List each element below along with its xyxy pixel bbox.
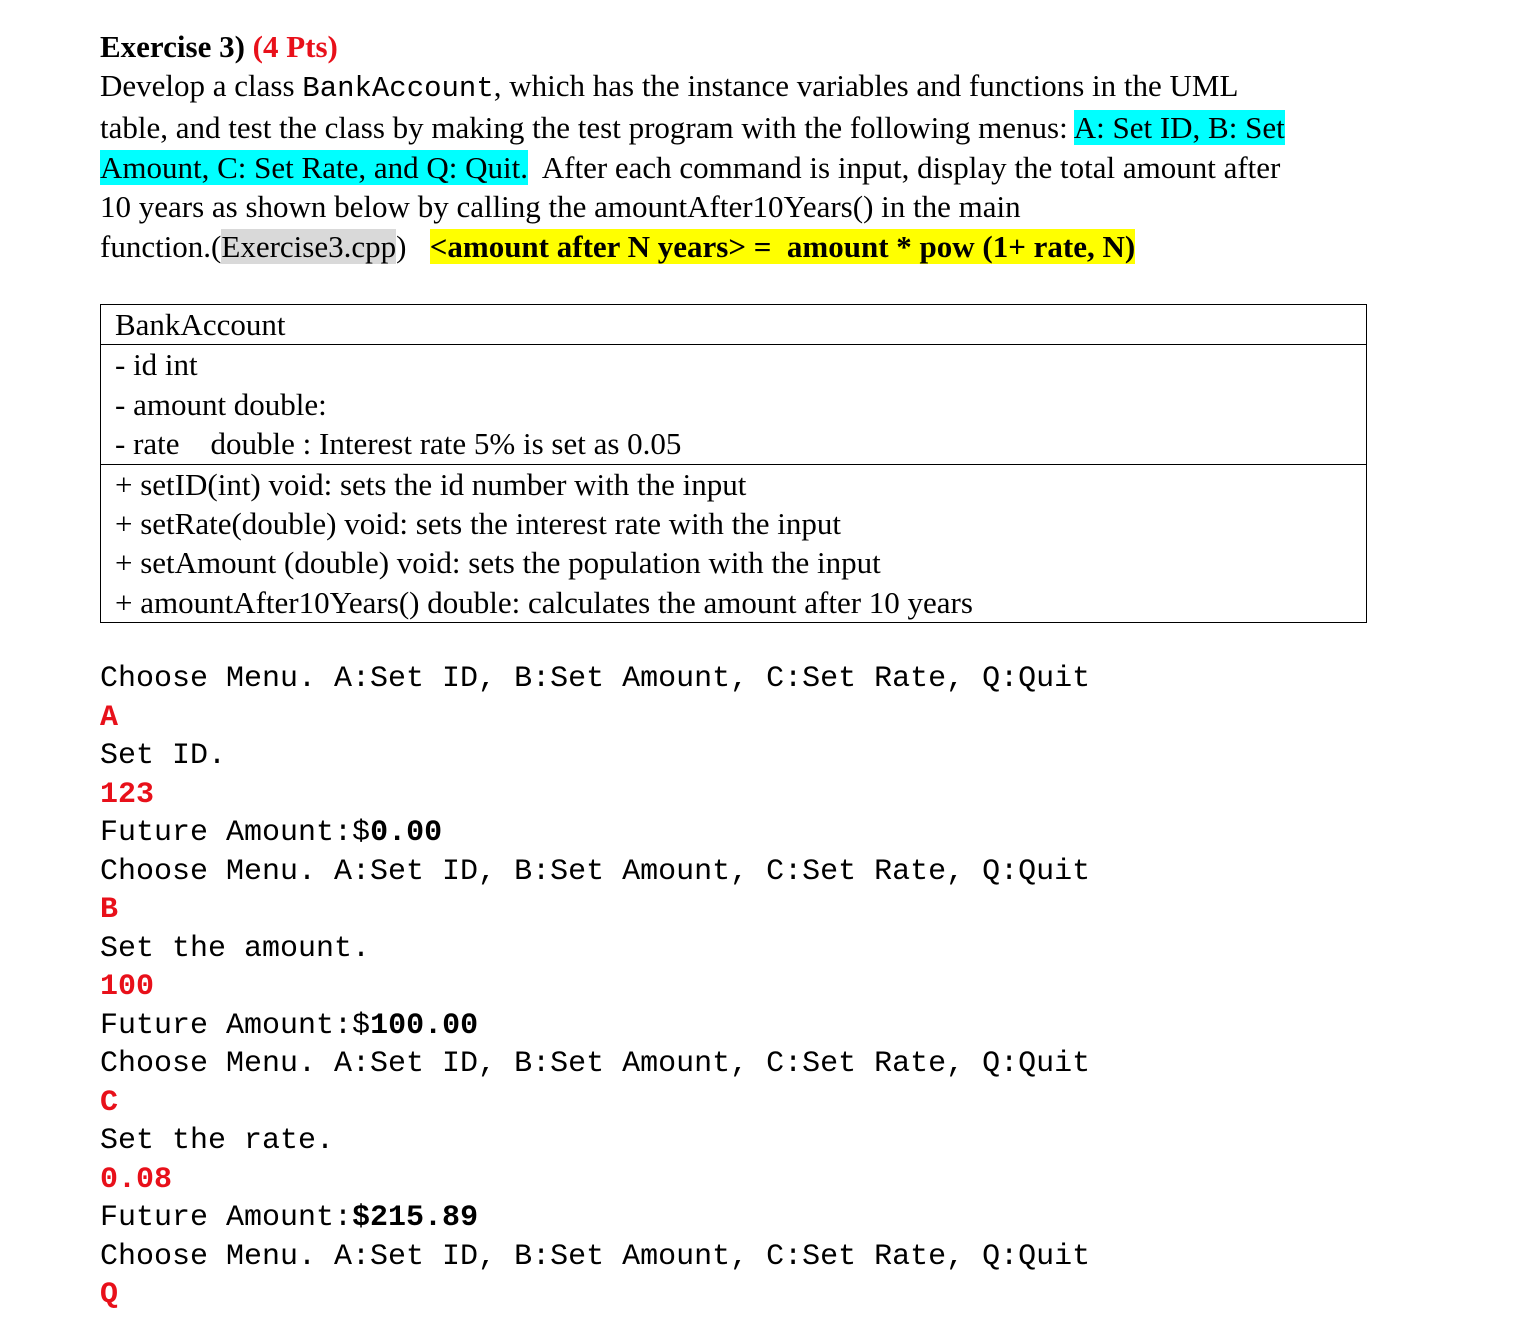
future-label: Future Amount: bbox=[100, 816, 353, 850]
console-prompt: Set the rate. bbox=[100, 1124, 335, 1158]
uml-table bbox=[100, 304, 1367, 623]
console-output bbox=[100, 660, 1420, 1315]
uml-class-name-text: BankAccount bbox=[115, 307, 286, 342]
uml-class-name bbox=[101, 305, 1367, 345]
console-future-amount bbox=[100, 1007, 1420, 1046]
console-input: 123 bbox=[100, 777, 155, 812]
formula-highlight: <amount after N years> = amount * pow (1+ rate, N) bbox=[429, 228, 1136, 264]
console-menu-line: Choose Menu. A:Set ID, B:Set Amount, C:Set Rate, Q:Quit bbox=[100, 854, 1091, 889]
console-menu-line: Choose Menu. A:Set ID, B:Set Amount, C:Set Rate, Q:Quit bbox=[100, 1239, 1091, 1274]
class-name-code: BankAccount bbox=[302, 72, 494, 105]
console-input: B bbox=[100, 893, 119, 927]
uml-method: + setID(int) void: sets the id number with the input bbox=[115, 466, 747, 502]
desc-text: Develop a class bbox=[100, 68, 303, 103]
exercise-points: (4 Pts) bbox=[252, 29, 338, 64]
uml-method: + setRate(double) void: sets the interest rate with the input bbox=[115, 506, 842, 542]
console-menu-line: Choose Menu. A:Set ID, B:Set Amount, C:Set Rate, Q:Quit bbox=[100, 1047, 1091, 1081]
uml-attribute: - id int bbox=[115, 347, 198, 383]
future-value: 100.00 bbox=[370, 1008, 479, 1043]
exercise-heading bbox=[100, 28, 1420, 66]
future-label: Future Amount: bbox=[100, 1201, 353, 1235]
desc-text: table, and test the class by making the test program with the following menus: bbox=[100, 110, 1074, 146]
uml-method: + setAmount (double) void: sets the population with the input bbox=[115, 545, 881, 581]
console-prompt: Set the amount. bbox=[100, 931, 371, 966]
console-input: Q bbox=[100, 1278, 119, 1312]
future-value: $215.89 bbox=[352, 1201, 479, 1235]
future-label: Future Amount: bbox=[100, 1008, 353, 1043]
console-input: 0.08 bbox=[100, 1162, 173, 1197]
menu-highlight: Amount, C: Set Rate, and Q: Quit. bbox=[100, 149, 528, 185]
desc-text: ) bbox=[396, 228, 430, 264]
dollar-sign: $ bbox=[352, 1008, 371, 1043]
desc-line-4: 10 years as shown below by calling the amountAfter10Years() in the main bbox=[100, 189, 1021, 225]
desc-line-2 bbox=[100, 108, 1420, 147]
console-menu-line: Choose Menu. A:Set ID, B:Set Amount, C:Set Rate, Q:Quit bbox=[100, 662, 1091, 696]
desc-text: , which has the instance variables and functions in the UML bbox=[493, 68, 1239, 103]
desc-text: function.( bbox=[100, 228, 222, 264]
future-value: 0.00 bbox=[370, 816, 443, 850]
uml-attribute: - amount double: bbox=[115, 386, 327, 422]
console-input: A bbox=[100, 700, 119, 735]
uml-attributes bbox=[101, 345, 1367, 464]
file-name-highlight: Exercise3.cpp bbox=[221, 228, 397, 264]
dollar-sign: $ bbox=[352, 816, 371, 850]
console-prompt: Set ID. bbox=[100, 739, 227, 773]
exercise-description bbox=[100, 66, 1420, 266]
uml-attribute: - rate double : Interest rate 5% is set as 0.05 bbox=[115, 426, 682, 462]
console-input: C bbox=[100, 1085, 119, 1120]
uml-method: + amountAfter10Years() double: calculates the amount after 10 years bbox=[115, 584, 973, 620]
exercise-title: Exercise 3) bbox=[100, 29, 245, 64]
desc-text: After each command is input, display the total amount after bbox=[527, 149, 1281, 185]
exercise-block bbox=[100, 28, 1420, 266]
uml-methods bbox=[101, 464, 1367, 623]
console-input: 100 bbox=[100, 970, 155, 1004]
console-future-amount bbox=[100, 1199, 1420, 1238]
desc-line-1 bbox=[100, 66, 1420, 108]
console-future-amount bbox=[100, 814, 1420, 853]
desc-line-5 bbox=[100, 227, 1420, 266]
desc-line-3 bbox=[100, 148, 1420, 187]
menu-highlight: A: Set ID, B: Set bbox=[1073, 110, 1285, 146]
